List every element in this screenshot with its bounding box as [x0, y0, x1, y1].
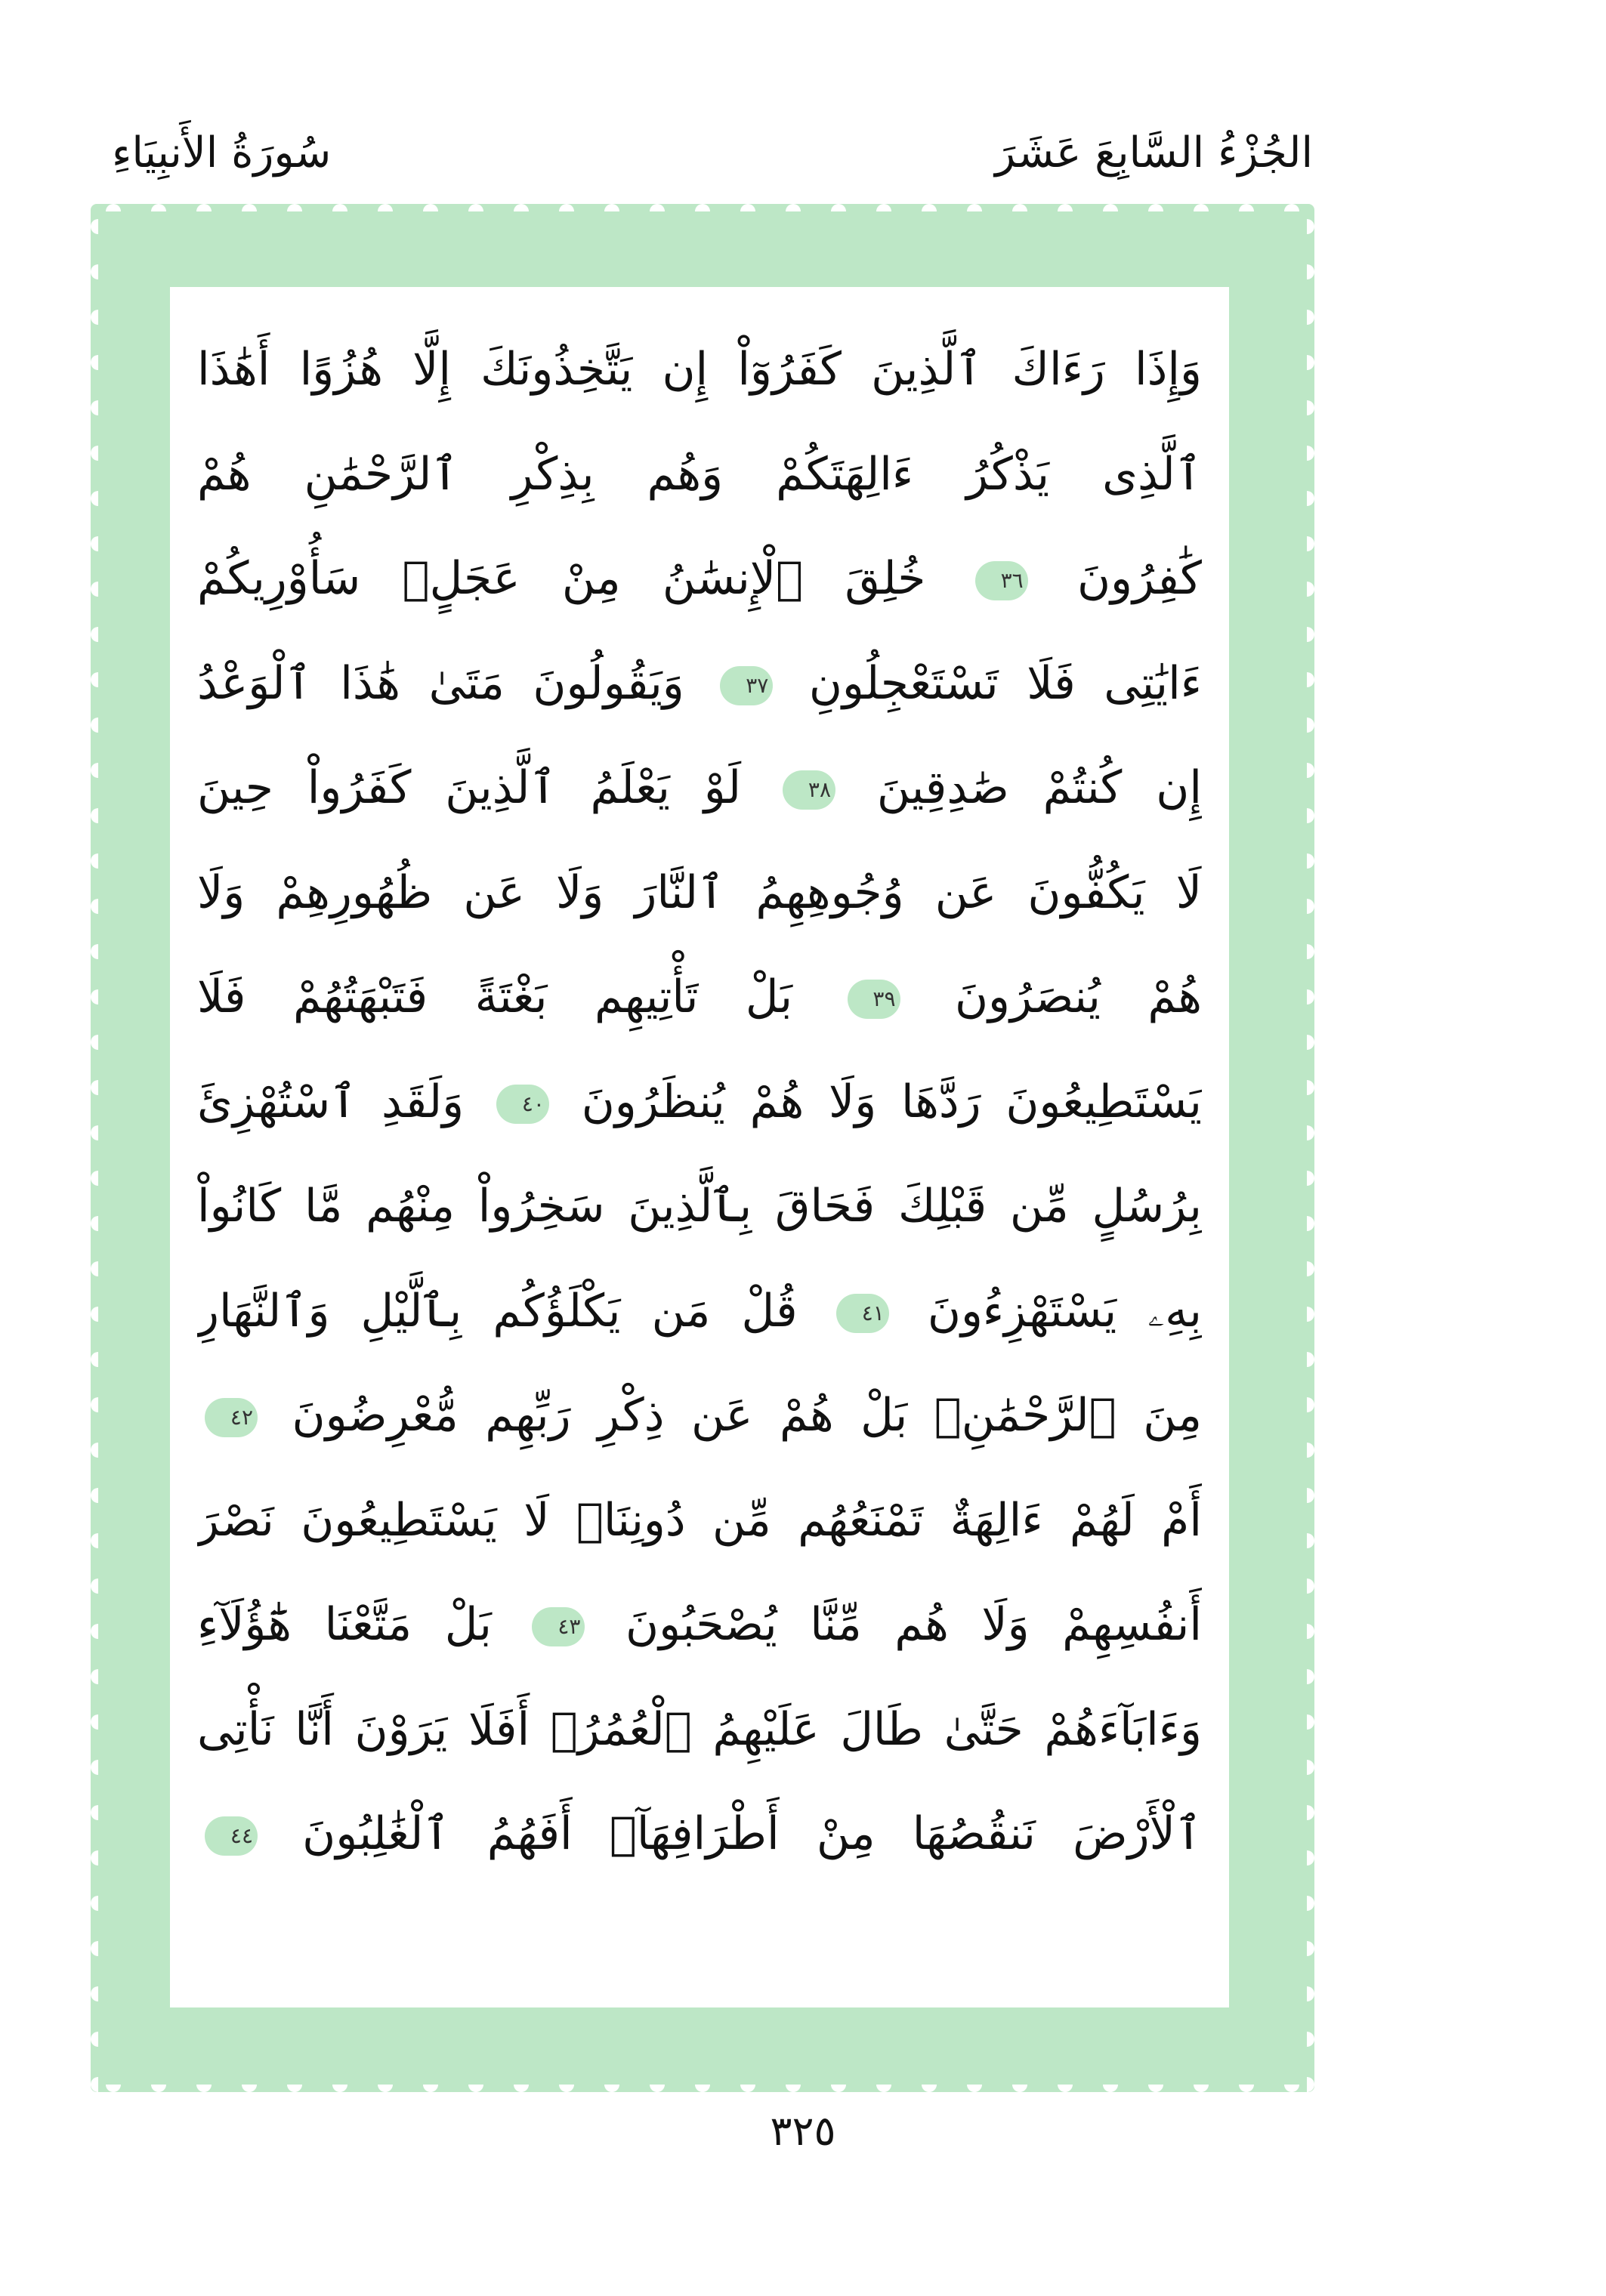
- verse-text: وَإِذَا رَءَاكَ ٱلَّذِينَ كَفَرُوٓاْ إِن يَتَّخِذُونَكَ إِلَّا هُزُوًا أَهَٰذَا: [197, 343, 1202, 396]
- verse-text: وَلَقَدِ ٱسْتُهْزِئَ: [197, 1075, 465, 1128]
- verse-text: وَيَقُولُونَ مَتَىٰ هَٰذَا ٱلْوَعْدُ: [197, 656, 684, 710]
- ayah-number-marker: ٤١: [836, 1294, 889, 1333]
- verse-line: [197, 631, 1202, 736]
- ayah-number-marker: ٤٠: [496, 1085, 549, 1124]
- verse-text: هُمْ يُنصَرُونَ: [954, 971, 1202, 1023]
- ayah-number-marker: ٣٦: [975, 561, 1028, 600]
- ayah-number-marker: ٤٢: [205, 1398, 258, 1437]
- verse-line: [197, 736, 1202, 841]
- verse-line: [197, 1363, 1202, 1468]
- verse-text: أَمْ لَهُمْ ءَالِهَةٌ تَمْنَعُهُم مِّن دُونِنَاۚ لَا يَسْتَطِيعُونَ نَصْرَ: [197, 1493, 1202, 1547]
- verse-text: كَٰفِرُونَ: [1076, 552, 1202, 605]
- verse-line: [197, 1468, 1202, 1573]
- verse-text: مِنَ ٱلرَّحْمَٰنِۗ بَلْ هُمْ عَن ذِكْرِ رَبِّهِم مُّعْرِضُونَ: [292, 1389, 1202, 1442]
- verse-line: [197, 1154, 1202, 1259]
- verse-line: [197, 1677, 1202, 1782]
- verse-text: ٱلَّذِى يَذْكُرُ ءَالِهَتَكُمْ وَهُم بِذِكْرِ ٱلرَّحْمَٰنِ هُمْ: [197, 447, 1202, 501]
- verse-line: [197, 841, 1202, 946]
- verse-line: [197, 526, 1202, 631]
- juz-title: الجُزْءُ السَّابِعَ عَشَرَ: [995, 128, 1313, 177]
- verse-line: [197, 1572, 1202, 1677]
- ayah-number-marker: ٣٧: [720, 666, 773, 705]
- ayah-number-marker: ٤٤: [205, 1816, 258, 1856]
- verse-text: يَسْتَطِيعُونَ رَدَّهَا وَلَا هُمْ يُنظَرُونَ: [581, 1075, 1202, 1128]
- verse-text: بِرُسُلٍ مِّن قَبْلِكَ فَحَاقَ بِٱلَّذِينَ سَخِرُواْ مِنْهُم مَّا كَانُواْ: [197, 1180, 1202, 1233]
- verse-line: [197, 1782, 1202, 1887]
- verse-text: أَنفُسِهِمْ وَلَا هُم مِّنَّا يُصْحَبُونَ: [625, 1598, 1202, 1651]
- ayah-number-marker: ٤٣: [532, 1607, 585, 1646]
- verse-text: قُلْ مَن يَكْلَؤُكُم بِٱلَّيْلِ وَٱلنَّهَارِ: [197, 1284, 798, 1338]
- verse-line: [197, 1050, 1202, 1155]
- ayah-number-marker: ٣٨: [783, 770, 835, 810]
- text-panel: [170, 287, 1229, 2007]
- verse-text: لَا يَكُفُّونَ عَن وُجُوهِهِمُ ٱلنَّارَ وَلَا عَن ظُهُورِهِمْ وَلَا: [197, 866, 1202, 919]
- verse-text: إِن كُنتُمْ صَٰدِقِينَ: [876, 761, 1202, 814]
- page-header: [0, 113, 1606, 196]
- page-number: ٣٢٥: [770, 2107, 836, 2155]
- verse-line: [197, 945, 1202, 1050]
- verse-line: [197, 422, 1202, 527]
- verse-text: ءَايَٰتِى فَلَا تَسْتَعْجِلُونِ: [808, 656, 1202, 710]
- verse-text: ٱلْأَرْضَ نَنقُصُهَا مِنْ أَطْرَافِهَآۚ أَفَهُمُ ٱلْغَٰلِبُونَ: [302, 1807, 1202, 1860]
- verse-text: خُلِقَ ٱلْإِنسَٰنُ مِنْ عَجَلٍۚ سَأُوْرِيكُمْ: [197, 552, 926, 605]
- verse-text: وَءَابَآءَهُمْ حَتَّىٰ طَالَ عَلَيْهِمُ ٱلْعُمُرُۗ أَفَلَا يَرَوْنَ أَنَّا نَأْتِى: [197, 1702, 1202, 1756]
- surah-title: سُورَةُ الأَنبِيَاءِ: [112, 128, 332, 177]
- verse-text: بِهِۦ يَسْتَهْزِءُونَ: [927, 1284, 1202, 1338]
- verse-lines: [197, 317, 1202, 1887]
- verse-line: [197, 1259, 1202, 1364]
- verse-line: [197, 317, 1202, 422]
- verse-text: بَلْ مَتَّعْنَا هَٰٓؤُلَآءِ: [197, 1598, 492, 1651]
- verse-text: بَلْ تَأْتِيهِم بَغْتَةً فَتَبْهَتُهُمْ فَلَا: [197, 971, 793, 1023]
- ayah-number-marker: ٣٩: [848, 980, 900, 1019]
- verse-text: لَوْ يَعْلَمُ ٱلَّذِينَ كَفَرُواْ حِينَ: [197, 761, 742, 814]
